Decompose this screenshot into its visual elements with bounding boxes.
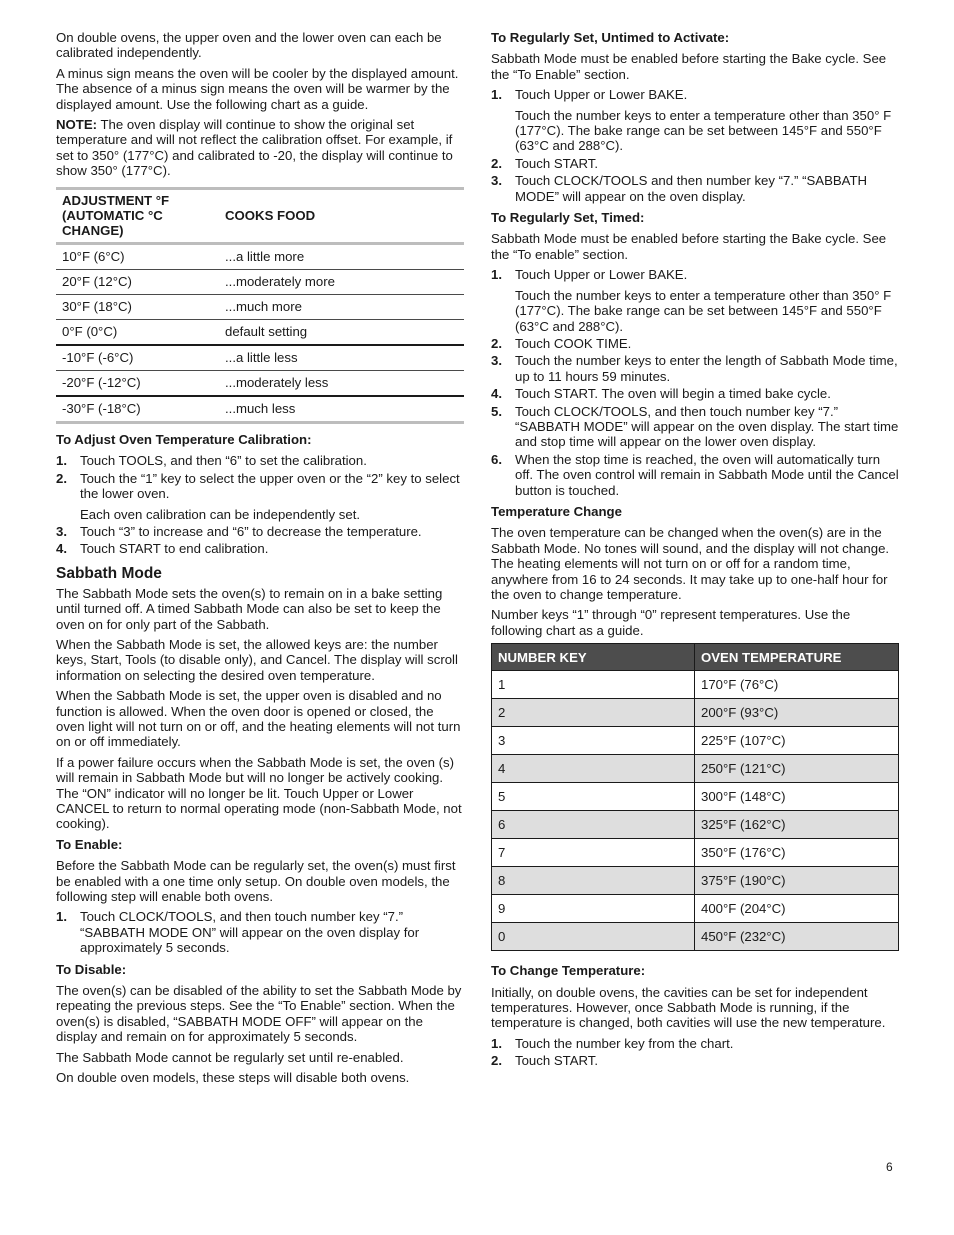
table-row [56,370,464,396]
table-cell: -20°F (-12°C) [56,370,219,396]
list-item [56,453,464,468]
list-item [491,1036,899,1051]
disable-paragraph-3: On double oven models, these steps will disable both ovens. [56,1070,410,1086]
table-cell: 350°F (176°C) [695,839,899,867]
list-item [491,452,899,498]
step-text: Touch START. [515,1053,599,1069]
table-cell: 20°F (12°C) [56,269,219,294]
step-number: 4. [56,541,67,557]
step-number: 1. [56,453,67,469]
disable-paragraph-2: The Sabbath Mode cannot be regularly set until re-enabled. [56,1049,404,1065]
table-row [492,895,899,923]
step-text: Touch Upper or Lower BAKE. [515,87,688,103]
step-number: 1. [491,1035,502,1051]
table-cell: ...a little more [219,243,464,269]
table-cell: ...moderately more [219,269,464,294]
table-cell: 5 [492,783,695,811]
step-number: 1. [491,267,502,283]
timed-steps [491,267,899,498]
page-number: 6 [886,1160,893,1174]
table-cell: 0°F (0°C) [56,319,219,345]
step-extra-text: Touch the number keys to enter a temperature other than 350° F (177°C). The bake range can be set between 145°F and 550°F (63°C and 288°C). [515,287,892,334]
step-number: 4. [491,386,502,402]
sabbath-paragraph-4: If a power failure occurs when the Sabbath Mode is set, the oven (s) will remain in Sabbath Mode but will no longer be actively cooking. The “ON” indicator will no longer be lit. Touch Upper or Lower CANCEL to return to normal operating mode (non-Sabbath Mode, not cooking). [56,754,462,832]
calibration-adjustment-table [56,187,464,424]
step-text: Touch the number key from the chart. [515,1035,734,1051]
table-header-row [492,644,899,671]
sabbath-paragraph-3: When the Sabbath Mode is set, the upper oven is disabled and no function is allowed. When the oven door is opened or closed, the oven light will not turn on or off, and the heating elements will not turn on or off immediately. [56,688,461,750]
list-item [491,156,899,171]
table-row [492,811,899,839]
step-number: 3. [491,353,502,369]
list-item [491,173,899,204]
step-text: Touch Upper or Lower BAKE. [515,267,688,283]
table-cell: 225°F (107°C) [695,727,899,755]
untimed-heading: To Regularly Set, Untimed to Activate: [491,30,730,45]
table-cell: ...much less [219,396,464,423]
sabbath-mode-heading: Sabbath Mode [56,564,162,582]
table-row [492,923,899,951]
list-item [491,87,899,154]
table-cell: 250°F (121°C) [695,755,899,783]
untimed-paragraph: Sabbath Mode must be enabled before starting the Bake cycle. See the “To Enable” section. [491,51,887,82]
table-cell: 375°F (190°C) [695,867,899,895]
table-row [492,839,899,867]
step-number: 2. [491,1053,502,1069]
list-item [491,353,899,384]
step-text: Touch TOOLS, and then “6” to set the calibration. [80,453,367,469]
table-cell: 450°F (232°C) [695,923,899,951]
step-text: Touch START to end calibration. [80,541,269,557]
table-cell: 4 [492,755,695,783]
change-temperature-steps [491,1036,899,1069]
step-text: Touch CLOCK/TOOLS, and then touch number key “7.” “SABBATH MODE ON” will appear on the oven display for approximately 5 seconds. [80,909,420,956]
table-row [492,783,899,811]
calibration-steps [56,453,464,556]
table-row [492,867,899,895]
list-item [491,1053,899,1068]
column-header: COOKS FOOD [225,208,316,224]
table-cell: -30°F (-18°C) [56,396,219,423]
list-item [56,524,464,539]
temperature-change-paragraph-1: The oven temperature can be changed when the oven(s) are in the Sabbath Mode. No tones will sound, and the display will not change. The heating elements will not turn on or off for a random time, anywhere from 16 to 24 seconds. It may take up to one-half hour for the oven to change temperature. [491,525,890,602]
step-number: 2. [491,155,502,171]
table-cell: 300°F (148°C) [695,783,899,811]
step-text: Touch “3” to increase and “6” to decrease the temperature. [80,523,422,539]
column-header: NUMBER KEY [492,644,695,671]
table-cell: 6 [492,811,695,839]
table-cell: ...moderately less [219,370,464,396]
table-row [492,755,899,783]
table-row [56,319,464,345]
table-row [492,699,899,727]
table-cell: 9 [492,895,695,923]
disable-paragraph-1: The oven(s) can be disabled of the ability to set the Sabbath Mode by repeating the previous steps. See the “To Enable” section. When the oven(s) is disabled, “SABBATH MODE OFF” will appear on the display and remain on for approximately 5 seconds. [56,983,462,1045]
table-cell: 0 [492,923,695,951]
intro-paragraph-1: On double ovens, the upper oven and the lower oven can each be calibrated independently. [56,30,442,61]
step-number: 2. [491,335,502,351]
list-item [491,404,899,450]
table-cell: 1 [492,671,695,699]
step-extra-text: Each oven calibration can be independently set. [80,506,361,522]
timed-heading: To Regularly Set, Timed: [491,210,645,226]
table-cell: ...much more [219,294,464,319]
enable-heading: To Enable: [56,836,123,852]
intro-paragraph-2: A minus sign means the oven will be cooler by the displayed amount. The absence of a minus sign means the oven will be warmer by the displayed amount. Use the following chart as a guide. [56,65,459,112]
table-cell: 170°F (76°C) [695,671,899,699]
left-column [56,30,464,1091]
table-row [56,396,464,423]
number-key-temperature-table [491,643,899,951]
list-item [491,386,899,401]
table-row [56,294,464,319]
step-text: Touch COOK TIME. [515,335,632,351]
table-cell: 400°F (204°C) [695,895,899,923]
timed-paragraph: Sabbath Mode must be enabled before starting the Bake cycle. See the “To enable” section. [491,231,887,262]
enable-steps [56,909,464,955]
untimed-steps [491,87,899,204]
step-number: 5. [491,403,502,419]
table-cell: default setting [219,319,464,345]
list-item [56,471,464,522]
table-header-row [56,188,464,243]
table-row [56,345,464,371]
column-header: OVEN TEMPERATURE [695,644,899,671]
table-row [56,269,464,294]
step-text: When the stop time is reached, the oven will automatically turn off. The oven control will remain in Sabbath Mode until the Cancel button is touched. [515,451,899,498]
table-cell: 30°F (18°C) [56,294,219,319]
step-number: 3. [491,173,502,189]
step-number: 2. [56,470,67,486]
calibration-heading: To Adjust Oven Temperature Calibration: [56,431,312,447]
step-text: Touch the number keys to enter the length of Sabbath Mode time, up to 11 hours 59 minutes. [515,353,898,384]
note-text: The oven display will continue to show the original set temperature and will not reflect the calibration offset. For example, if set to 350° (177°C) and calibrated to -20, the display will continue to show 350° (177°C). [56,117,453,179]
step-text: Touch START. [515,155,599,171]
step-text: Touch CLOCK/TOOLS and then number key “7.” “SABBATH MODE” will appear on the oven display. [515,173,868,204]
list-item [56,909,464,955]
list-item [56,541,464,556]
temperature-change-heading: Temperature Change [491,503,622,519]
step-number: 6. [491,451,502,467]
table-cell: 3 [492,727,695,755]
disable-heading: To Disable: [56,961,127,977]
right-column [491,30,899,1075]
step-text: Touch the “1” key to select the upper oven or the “2” key to select the lower oven. [80,470,460,502]
step-number: 1. [491,87,502,103]
table-row [56,243,464,269]
note-label: NOTE: [56,117,98,133]
change-temperature-paragraph: Initially, on double ovens, the cavities can be set for independent temperatures. However, once Sabbath Mode is running, if the temperature is changed, both cavities will use the new temperature. [491,984,886,1031]
step-number: 1. [56,909,67,925]
table-cell: 8 [492,867,695,895]
list-item [491,267,899,334]
sabbath-paragraph-2: When the Sabbath Mode is set, the allowed keys are: the number keys, Start, Tools (to disable only), and Cancel. The display will scroll information on selecting the desired oven temperature. [56,636,458,683]
list-item [491,336,899,351]
change-temperature-heading: To Change Temperature: [491,963,646,979]
note-paragraph [56,117,464,179]
enable-paragraph: Before the Sabbath Mode can be regularly set, the oven(s) must first be enabled with a one time only setup. On double oven models, the following step will enable both ovens. [56,858,456,905]
table-cell: 200°F (93°C) [695,699,899,727]
table-cell: 2 [492,699,695,727]
table-cell: ...a little less [219,345,464,371]
table-cell: -10°F (-6°C) [56,345,219,371]
column-header: ADJUSTMENT °F (AUTOMATIC °C CHANGE) [62,192,170,239]
table-row [492,727,899,755]
step-extra-text: Touch the number keys to enter a temperature other than 350° F (177°C). The bake range can be set between 145°F and 550°F (63°C and 288°C). [515,107,892,154]
table-cell: 7 [492,839,695,867]
table-row [492,671,899,699]
table-cell: 325°F (162°C) [695,811,899,839]
table-cell: 10°F (6°C) [56,243,219,269]
step-text: Touch START. The oven will begin a timed bake cycle. [515,386,831,402]
temperature-change-paragraph-2: Number keys “1” through “0” represent temperatures. Use the following chart as a guide. [491,607,851,638]
step-text: Touch CLOCK/TOOLS, and then touch number key “7.” “SABBATH MODE” will appear on the oven display. The start time and stop time will appear on the lower oven display. [515,403,899,450]
step-number: 3. [56,523,67,539]
sabbath-paragraph-1: The Sabbath Mode sets the oven(s) to remain on in a bake setting until turned off. A timed Sabbath Mode can also be set to keep the oven on for only part of the Sabbath. [56,585,443,632]
